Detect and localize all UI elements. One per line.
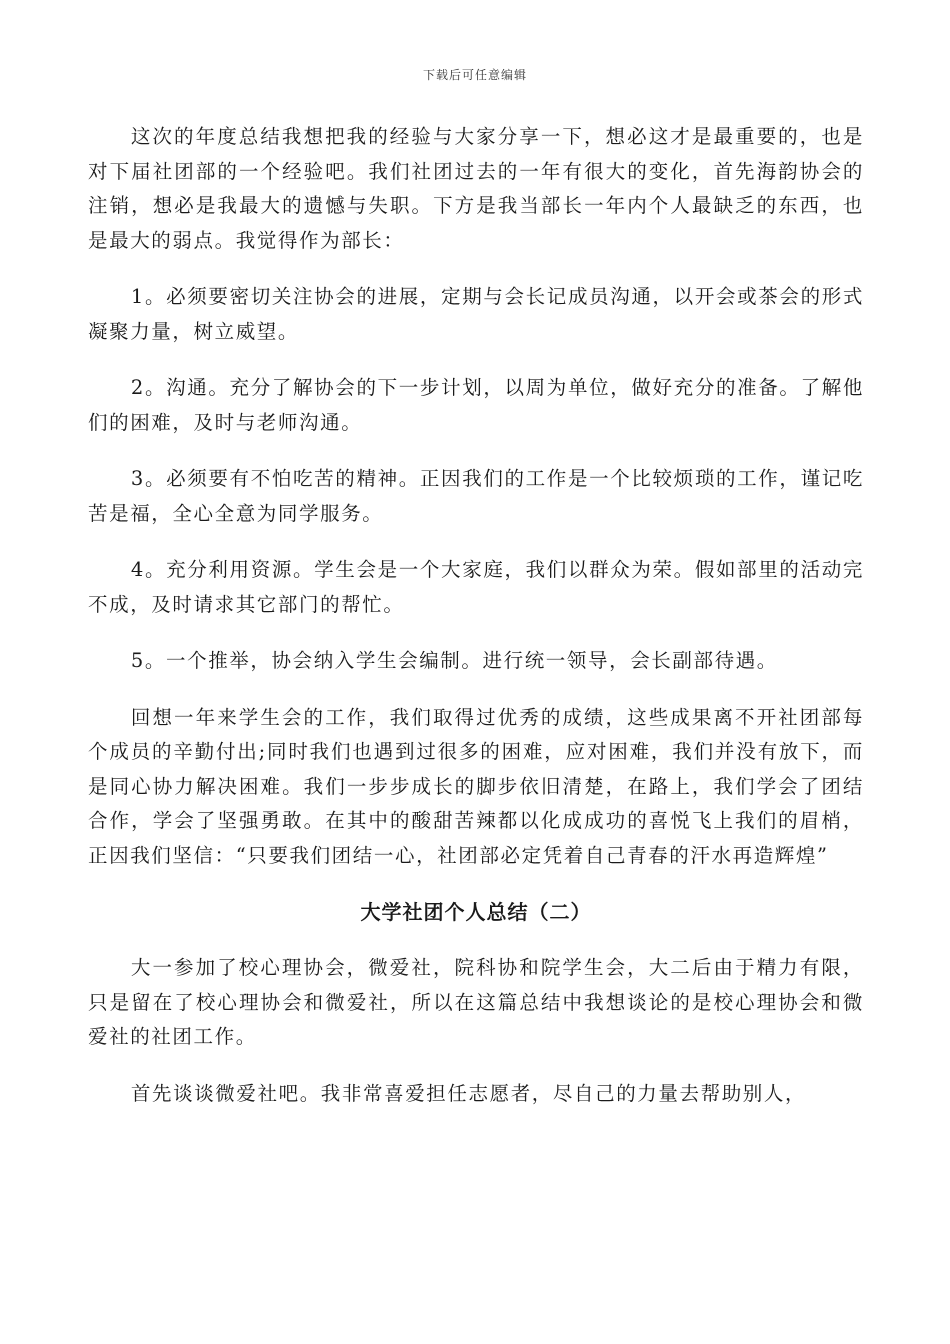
paragraph-intro: 这次的年度总结我想把我的经验与大家分享一下，想必这才是最重要的，也是对下届社团部的一个经验吧。我们社团过去的一年有很大的变化，首先海韵协会的注销，想必是我最大的遗憾与失职。下方是我当部长一年内个人最缺乏的东西，也是最大的弱点。我觉得作为部长： [88,125,864,252]
download-note: 下载后可任意编辑 [422,68,527,82]
paragraph-point-3: 3。必须要有不怕吃苦的精神。正因我们的工作是一个比较烦琐的工作，谨记吃苦是福，全心全意为同学服务。 [88,467,864,525]
paragraph-point-2: 2。沟通。充分了解协会的下一步计划，以周为单位，做好充分的准备。了解他们的困难，及时与老师沟通。 [88,376,864,434]
paragraph-section-intro: 大一参加了校心理协会，微爱社，院科协和院学生会，大二后由于精力有限，只是留在了校心理协会和微爱社，所以在这篇总结中我想谈论的是校心理协会和微爱社的社团工作。 [88,956,864,1048]
paragraph-point-1: 1。必须要密切关注协会的进展，定期与会长记成员沟通，以开会或茶会的形式凝聚力量，树立威望。 [88,285,864,343]
paragraph-point-4: 4。充分利用资源。学生会是一个大家庭，我们以群众为荣。假如部里的活动完不成，及时请求其它部门的帮忙。 [88,558,864,616]
paragraph-reflection: 回想一年来学生会的工作，我们取得过优秀的成绩，这些成果离不开社团部每个成员的辛勤付出;同时我们也遇到过很多的困难，应对困难，我们并没有放下，而是同心协力解决困难。我们一步步成长的脚步依旧清楚，在路上，我们学会了团结合作，学会了坚强勇敢。在其中的酸甜苦辣都以化成成功的喜悦飞上我们的眉梢，正因我们坚信：“只要我们团结一心，社团部必定凭着自己青春的汗水再造辉煌” [88,705,864,867]
paragraph-point-5: 5。一个推举，协会纳入学生会编制。进行统一领导，会长副部待遇。 [130,649,778,672]
document-body [88,120,864,1133]
section-title: 大学社团个人总结（二） [360,900,592,924]
paragraph-section-weiai: 首先谈谈微爱社吧。我非常喜爱担任志愿者，尽自己的力量去帮助别人， [130,1081,807,1105]
